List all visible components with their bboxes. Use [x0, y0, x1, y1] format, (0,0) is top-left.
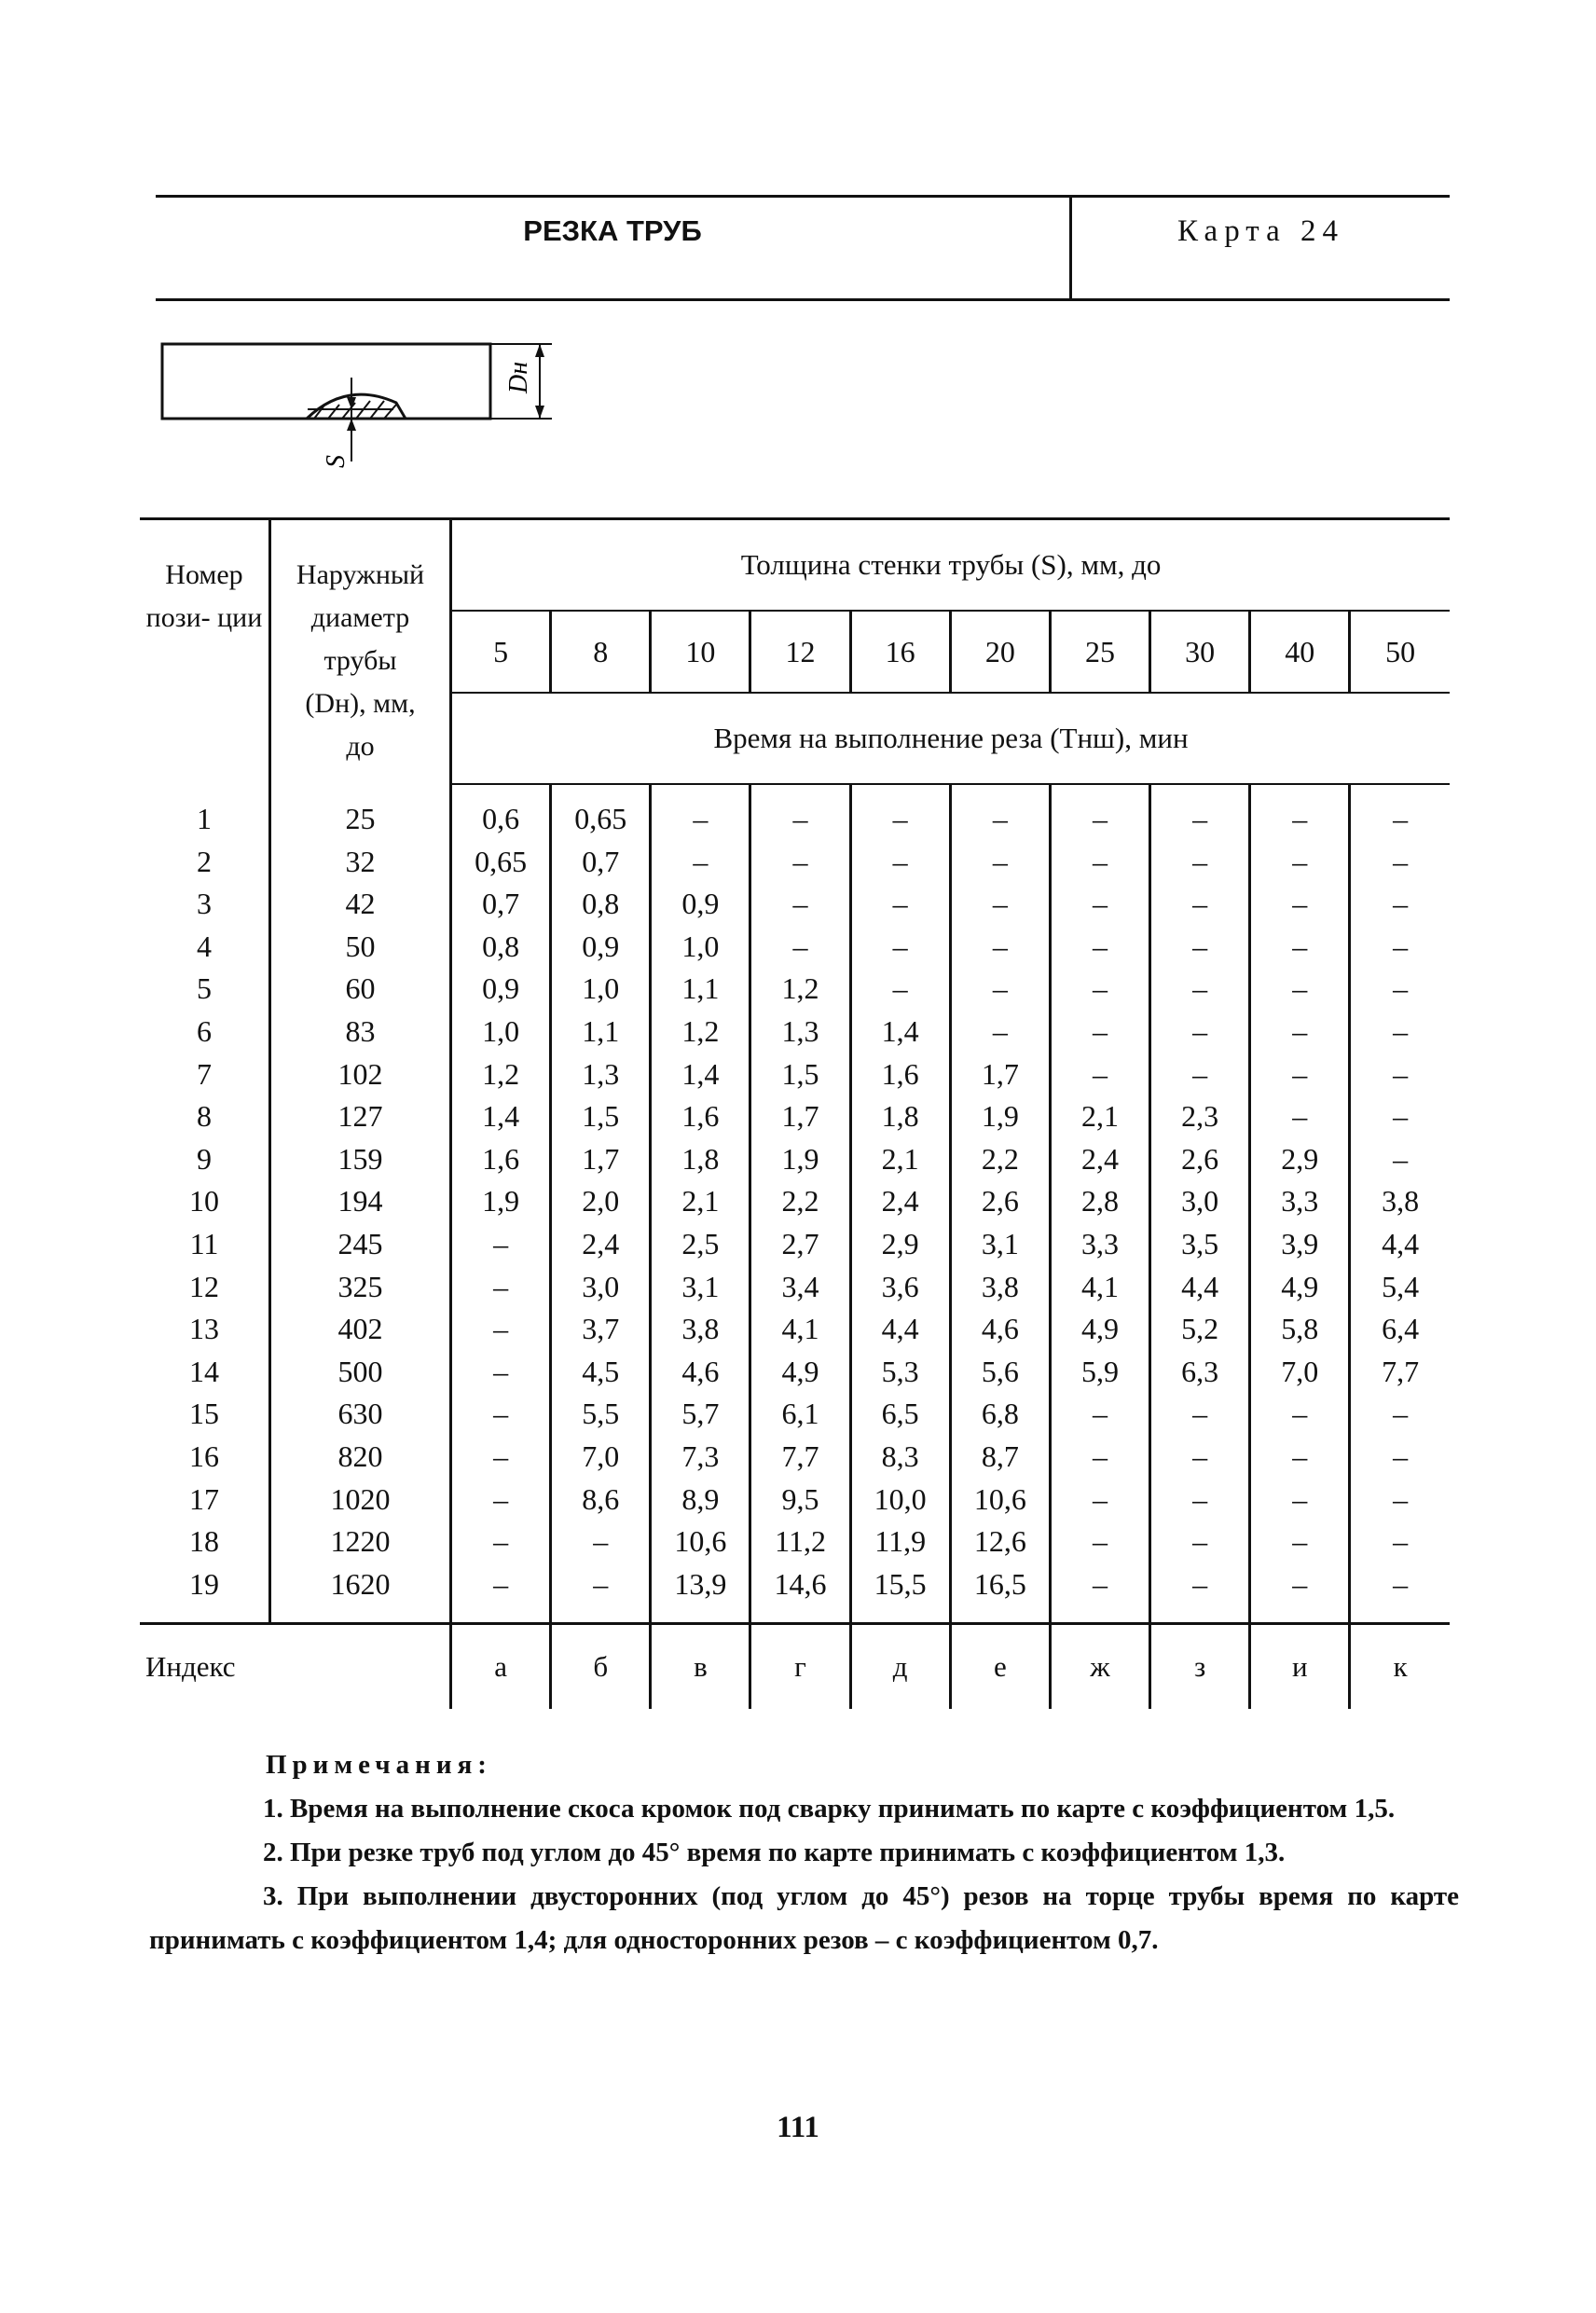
time-cell: 3,3 — [1050, 1223, 1149, 1266]
s-arrow-bottom — [347, 419, 356, 431]
time-cell: 6,4 — [1350, 1308, 1450, 1351]
time-cell: – — [1050, 1521, 1149, 1563]
diameter-cell: 42 — [269, 883, 450, 926]
time-cell: 1,2 — [451, 1053, 551, 1096]
dn-arrow-top — [535, 344, 544, 357]
time-cell: 1,0 — [551, 968, 651, 1011]
time-cell: 6,5 — [850, 1393, 950, 1436]
table-row — [140, 784, 1450, 841]
time-cell: 6,8 — [950, 1393, 1050, 1436]
time-cell: 2,2 — [750, 1180, 850, 1223]
table-row — [140, 1095, 1450, 1138]
position-number-cell: 11 — [189, 1226, 219, 1260]
time-cell: 6,1 — [750, 1393, 850, 1436]
time-cell: 9,5 — [750, 1479, 850, 1521]
time-cell: 7,0 — [551, 1436, 651, 1479]
time-cell: – — [1250, 1393, 1350, 1436]
time-cell: 16,5 — [950, 1563, 1050, 1624]
time-cell: 1,5 — [551, 1095, 651, 1138]
position-number-cell: 1 — [196, 801, 212, 835]
table-row — [140, 1138, 1450, 1181]
time-cell: – — [1050, 1011, 1149, 1053]
time-cell: 1,2 — [750, 968, 850, 1011]
time-cell: – — [950, 841, 1050, 884]
position-number-cell: 9 — [196, 1141, 212, 1176]
thickness-value: 5 — [451, 611, 551, 693]
time-cell: 1,7 — [950, 1053, 1050, 1096]
time-cell: – — [1250, 784, 1350, 841]
time-cell: – — [1350, 1011, 1450, 1053]
table-row — [140, 841, 1450, 884]
diameter-cell: 60 — [269, 968, 450, 1011]
time-cell: 8,6 — [551, 1479, 651, 1521]
cut-profile — [307, 394, 406, 419]
time-cell: – — [1350, 1479, 1450, 1521]
time-cell: 4,1 — [1050, 1266, 1149, 1309]
time-cell: 1,1 — [651, 968, 750, 1011]
time-cell: – — [1250, 1521, 1350, 1563]
thickness-value: 20 — [950, 611, 1050, 693]
diameter-cell: 820 — [269, 1436, 450, 1479]
pipe-outline — [162, 344, 490, 419]
time-cell: 4,4 — [1350, 1223, 1450, 1266]
time-cell: 3,7 — [551, 1308, 651, 1351]
time-cell: – — [750, 784, 850, 841]
time-cell: 1,7 — [551, 1138, 651, 1181]
position-number-cell: 5 — [196, 971, 212, 1006]
time-cell: 3,8 — [651, 1308, 750, 1351]
time-cell: 2,5 — [651, 1223, 750, 1266]
table-row — [140, 1308, 1450, 1351]
time-cell: 1,2 — [651, 1011, 750, 1053]
time-cell: – — [451, 1521, 551, 1563]
time-cell: 1,9 — [950, 1095, 1050, 1138]
table-row — [140, 1479, 1450, 1521]
table-row — [140, 968, 1450, 1011]
time-cell: – — [1050, 1563, 1149, 1624]
time-cell: 2,9 — [1250, 1138, 1350, 1181]
header-bottom-rule — [156, 298, 1450, 301]
time-cell: – — [451, 1308, 551, 1351]
header-cut-time: Время на выполнение реза (Тнш), мин — [451, 693, 1450, 784]
table-row — [140, 1266, 1450, 1309]
time-cell: 4,5 — [551, 1351, 651, 1394]
time-cell: – — [1350, 1053, 1450, 1096]
diameter-cell: 50 — [269, 926, 450, 969]
diameter-cell: 402 — [269, 1308, 450, 1351]
time-cell: – — [950, 968, 1050, 1011]
time-cell: 1,4 — [850, 1011, 950, 1053]
index-value: в — [651, 1624, 750, 1710]
position-number-cell: 16 — [188, 1439, 219, 1473]
time-cell: 3,0 — [1150, 1180, 1250, 1223]
time-cell: – — [1150, 968, 1250, 1011]
time-cell: 14,6 — [750, 1563, 850, 1624]
time-cell: – — [1350, 926, 1450, 969]
time-cell: 5,3 — [850, 1351, 950, 1394]
index-value: б — [551, 1624, 651, 1710]
thickness-value: 40 — [1250, 611, 1350, 693]
diameter-cell: 1220 — [269, 1521, 450, 1563]
time-cell: 3,8 — [950, 1266, 1050, 1309]
table-row — [140, 1521, 1450, 1563]
time-cell: – — [850, 784, 950, 841]
time-cell: – — [651, 784, 750, 841]
position-number-cell: 18 — [188, 1524, 219, 1559]
time-cell: 3,1 — [651, 1266, 750, 1309]
notes — [149, 1743, 1459, 1962]
position-number-cell: 12 — [188, 1269, 219, 1303]
time-cell: 1,7 — [750, 1095, 850, 1138]
time-cell: 0,65 — [551, 784, 651, 841]
table-row — [140, 1436, 1450, 1479]
diameter-cell: 325 — [269, 1266, 450, 1309]
position-number-cell: 19 — [188, 1566, 219, 1601]
time-cell: – — [651, 841, 750, 884]
time-cell: 1,3 — [551, 1053, 651, 1096]
time-cell: 4,6 — [950, 1308, 1050, 1351]
time-cell: – — [1150, 926, 1250, 969]
time-cell: 0,9 — [651, 883, 750, 926]
time-cell: 4,4 — [1150, 1266, 1250, 1309]
table-row — [140, 1011, 1450, 1053]
time-cell: – — [850, 841, 950, 884]
time-cell: 3,4 — [750, 1266, 850, 1309]
time-cell: 1,9 — [451, 1180, 551, 1223]
time-cell: 2,1 — [1050, 1095, 1149, 1138]
note-item: 3. При выполнении двусторонних (под углом до 45°) резов на торце трубы время по карте принимать с коэффициентом 1,4; для односторонних резов – с коэффициентом 0,7. — [149, 1881, 1459, 1955]
table-row — [140, 1351, 1450, 1394]
diameter-cell: 83 — [269, 1011, 450, 1053]
time-cell: – — [1350, 883, 1450, 926]
time-cell: 0,8 — [451, 926, 551, 969]
time-cell: 5,9 — [1050, 1351, 1149, 1394]
index-value: д — [850, 1624, 950, 1710]
time-cell: – — [1250, 1095, 1350, 1138]
diameter-cell: 102 — [269, 1053, 450, 1096]
time-cell: 1,8 — [850, 1095, 950, 1138]
time-cell: 5,5 — [551, 1393, 651, 1436]
time-cell: 2,4 — [1050, 1138, 1149, 1181]
time-cell: – — [1350, 841, 1450, 884]
time-cell: – — [850, 968, 950, 1011]
time-cell: – — [1150, 784, 1250, 841]
time-cell: 7,3 — [651, 1436, 750, 1479]
table-body — [140, 784, 1450, 1624]
time-cell: 5,2 — [1150, 1308, 1250, 1351]
time-cell: – — [451, 1351, 551, 1394]
time-cell: – — [451, 1223, 551, 1266]
time-cell: – — [1250, 1053, 1350, 1096]
table-row — [140, 926, 1450, 969]
header-position-number: Номер пози- ции — [140, 519, 269, 785]
time-cell: 4,9 — [750, 1351, 850, 1394]
page-title: РЕЗКА ТРУБ — [523, 214, 702, 247]
time-cell: – — [1150, 883, 1250, 926]
position-number-cell: 6 — [196, 1013, 212, 1048]
time-cell: – — [1250, 926, 1350, 969]
time-cell: 3,5 — [1150, 1223, 1250, 1266]
diameter-cell: 630 — [269, 1393, 450, 1436]
time-cell: 12,6 — [950, 1521, 1050, 1563]
time-cell: 4,4 — [850, 1308, 950, 1351]
note-item: 2. При резке труб под углом до 45° время по карте принимать с коэффициентом 1,3. — [263, 1838, 1286, 1867]
position-number-cell: 15 — [188, 1397, 219, 1431]
thickness-value: 12 — [750, 611, 850, 693]
time-cell: 2,8 — [1050, 1180, 1149, 1223]
diameter-cell: 32 — [269, 841, 450, 884]
diameter-cell: 194 — [269, 1180, 450, 1223]
notes-title: Примечания: — [266, 1750, 492, 1780]
thickness-value: 10 — [651, 611, 750, 693]
time-cell: – — [1150, 841, 1250, 884]
time-cell: – — [1350, 1393, 1450, 1436]
time-cell: – — [1250, 883, 1350, 926]
time-cell: – — [1250, 841, 1350, 884]
time-cell: – — [551, 1521, 651, 1563]
time-cell: 3,1 — [950, 1223, 1050, 1266]
time-cell: 2,7 — [750, 1223, 850, 1266]
time-cell: – — [1350, 1436, 1450, 1479]
time-cell: 1,9 — [750, 1138, 850, 1181]
time-cell: – — [1250, 1479, 1350, 1521]
position-number-cell: 2 — [196, 844, 212, 878]
time-cell: – — [1050, 1479, 1149, 1521]
header-top-rule — [156, 195, 1450, 198]
time-cell: 2,1 — [850, 1138, 950, 1181]
header-outer-diameter-line: трубы — [323, 645, 397, 676]
pipe-sketch-diagram — [156, 326, 566, 475]
index-value: а — [451, 1624, 551, 1710]
time-cell: – — [451, 1393, 551, 1436]
s-label: S — [322, 455, 351, 468]
time-cell: 3,3 — [1250, 1180, 1350, 1223]
header-wall-thickness: Толщина стенки трубы (S), мм, до — [451, 519, 1450, 612]
time-cell: 3,8 — [1350, 1180, 1450, 1223]
time-cell: – — [1050, 1053, 1149, 1096]
time-cell: 1,4 — [451, 1095, 551, 1138]
time-cell: 0,8 — [551, 883, 651, 926]
time-cell: – — [850, 926, 950, 969]
time-cell: – — [1050, 1436, 1149, 1479]
index-value: к — [1350, 1624, 1450, 1710]
header-outer-diameter-line: диаметр — [310, 602, 410, 633]
time-cell: – — [1350, 968, 1450, 1011]
thickness-value: 30 — [1150, 611, 1250, 693]
time-cell: 5,6 — [950, 1351, 1050, 1394]
time-cell: 1,3 — [750, 1011, 850, 1053]
time-cell: 1,0 — [451, 1011, 551, 1053]
thickness-value: 8 — [551, 611, 651, 693]
time-cell: – — [950, 883, 1050, 926]
time-cell: 1,5 — [750, 1053, 850, 1096]
time-cell: 11,2 — [750, 1521, 850, 1563]
time-cell: 2,1 — [651, 1180, 750, 1223]
index-value: г — [750, 1624, 850, 1710]
time-cell: – — [1250, 1436, 1350, 1479]
time-cell: – — [1350, 784, 1450, 841]
index-row — [140, 1624, 1450, 1710]
table-row — [140, 1223, 1450, 1266]
time-cell: 1,6 — [651, 1095, 750, 1138]
time-cell: 1,6 — [451, 1138, 551, 1181]
time-cell: 0,6 — [451, 784, 551, 841]
time-cell: 15,5 — [850, 1563, 950, 1624]
position-number-cell: 13 — [188, 1312, 219, 1346]
table-row — [140, 1563, 1450, 1624]
time-cell: 7,0 — [1250, 1351, 1350, 1394]
time-cell: 2,4 — [551, 1223, 651, 1266]
table-row — [140, 883, 1450, 926]
diameter-cell: 25 — [269, 784, 450, 841]
time-cell: 1,4 — [651, 1053, 750, 1096]
cutting-time-table — [140, 517, 1450, 1709]
time-cell: 4,9 — [1050, 1308, 1149, 1351]
time-cell: 2,0 — [551, 1180, 651, 1223]
time-cell: – — [451, 1563, 551, 1624]
time-cell: – — [1150, 1521, 1250, 1563]
time-cell: 2,6 — [950, 1180, 1050, 1223]
time-cell: 5,8 — [1250, 1308, 1350, 1351]
time-cell: – — [950, 784, 1050, 841]
time-cell: – — [750, 841, 850, 884]
time-cell: 2,9 — [850, 1223, 950, 1266]
time-cell: 0,7 — [451, 883, 551, 926]
time-cell: – — [950, 1011, 1050, 1053]
time-cell: – — [1350, 1138, 1450, 1181]
time-cell: – — [1350, 1095, 1450, 1138]
header-outer-diameter-line: (Dн), мм, — [305, 688, 416, 719]
position-number-cell: 10 — [188, 1184, 219, 1218]
table-row — [140, 1180, 1450, 1223]
dn-label: Dн — [504, 361, 533, 393]
time-cell: – — [451, 1436, 551, 1479]
time-cell: – — [1050, 784, 1149, 841]
time-cell: 7,7 — [750, 1436, 850, 1479]
index-label: Индекс — [140, 1624, 451, 1710]
index-value: е — [950, 1624, 1050, 1710]
time-cell: – — [1150, 1011, 1250, 1053]
diameter-cell: 127 — [269, 1095, 450, 1138]
time-cell: 10,0 — [850, 1479, 950, 1521]
time-cell: – — [1150, 1053, 1250, 1096]
diameter-cell: 500 — [269, 1351, 450, 1394]
diameter-cell: 1020 — [269, 1479, 450, 1521]
time-cell: 4,9 — [1250, 1266, 1350, 1309]
time-cell: – — [1050, 841, 1149, 884]
time-cell: 6,3 — [1150, 1351, 1250, 1394]
page-number: 111 — [777, 2111, 819, 2144]
time-cell: – — [1150, 1563, 1250, 1624]
time-cell: 11,9 — [850, 1521, 950, 1563]
thickness-value: 16 — [850, 611, 950, 693]
time-cell: – — [1050, 1393, 1149, 1436]
time-cell: 1,0 — [651, 926, 750, 969]
time-cell: 13,9 — [651, 1563, 750, 1624]
time-cell: 5,4 — [1350, 1266, 1450, 1309]
time-cell: – — [850, 883, 950, 926]
time-cell: 1,1 — [551, 1011, 651, 1053]
header-outer-diameter-line: Наружный — [296, 559, 425, 590]
index-value: з — [1150, 1624, 1250, 1710]
time-cell: 2,2 — [950, 1138, 1050, 1181]
time-cell: – — [1250, 968, 1350, 1011]
time-cell: – — [1050, 926, 1149, 969]
position-number-cell: 3 — [196, 887, 212, 921]
time-cell: – — [750, 926, 850, 969]
time-cell: – — [750, 883, 850, 926]
time-cell: – — [1350, 1521, 1450, 1563]
time-cell: – — [1150, 1436, 1250, 1479]
time-cell: – — [451, 1266, 551, 1309]
table-row — [140, 1393, 1450, 1436]
table-row — [140, 1053, 1450, 1096]
diameter-cell: 1620 — [269, 1563, 450, 1624]
position-number-cell: 14 — [188, 1354, 219, 1388]
time-cell: – — [1350, 1563, 1450, 1624]
thickness-value: 50 — [1350, 611, 1450, 693]
time-cell: 3,6 — [850, 1266, 950, 1309]
position-number-cell: 17 — [188, 1481, 219, 1516]
index-value: и — [1250, 1624, 1350, 1710]
time-cell: 0,9 — [451, 968, 551, 1011]
time-cell: 2,6 — [1150, 1138, 1250, 1181]
time-cell: 7,7 — [1350, 1351, 1450, 1394]
diameter-cell: 245 — [269, 1223, 450, 1266]
card-number: Карта 24 — [1176, 214, 1344, 248]
time-cell: – — [1050, 968, 1149, 1011]
time-cell: – — [1250, 1563, 1350, 1624]
time-cell: – — [1250, 1011, 1350, 1053]
time-cell: – — [551, 1563, 651, 1624]
time-cell: 1,8 — [651, 1138, 750, 1181]
position-number-cell: 4 — [196, 929, 212, 963]
diameter-cell: 159 — [269, 1138, 450, 1181]
time-cell: 0,65 — [451, 841, 551, 884]
time-cell: – — [1150, 1393, 1250, 1436]
time-cell: 5,7 — [651, 1393, 750, 1436]
time-cell: – — [451, 1479, 551, 1521]
position-number-cell: 7 — [196, 1056, 212, 1091]
time-cell: 2,3 — [1150, 1095, 1250, 1138]
header-outer-diameter-line: до — [346, 731, 375, 762]
time-cell: 10,6 — [651, 1521, 750, 1563]
header-outer-diameter — [269, 519, 450, 785]
time-cell: – — [950, 926, 1050, 969]
time-cell: 2,4 — [850, 1180, 950, 1223]
note-item: 1. Время на выполнение скоса кромок под сварку принимать по карте с коэффициентом 1,5. — [263, 1794, 1396, 1824]
time-cell: 1,6 — [850, 1053, 950, 1096]
time-cell: 3,9 — [1250, 1223, 1350, 1266]
time-cell: 8,9 — [651, 1479, 750, 1521]
time-cell: 8,3 — [850, 1436, 950, 1479]
time-cell: 8,7 — [950, 1436, 1050, 1479]
index-value: ж — [1050, 1624, 1149, 1710]
time-cell: 4,1 — [750, 1308, 850, 1351]
time-cell: 4,6 — [651, 1351, 750, 1394]
time-cell: 0,9 — [551, 926, 651, 969]
time-cell: – — [1150, 1479, 1250, 1521]
thickness-value: 25 — [1050, 611, 1149, 693]
time-cell: 3,0 — [551, 1266, 651, 1309]
dn-arrow-bottom — [535, 406, 544, 419]
time-cell: 0,7 — [551, 841, 651, 884]
time-cell: 10,6 — [950, 1479, 1050, 1521]
time-cell: – — [1050, 883, 1149, 926]
position-number-cell: 8 — [196, 1099, 212, 1134]
